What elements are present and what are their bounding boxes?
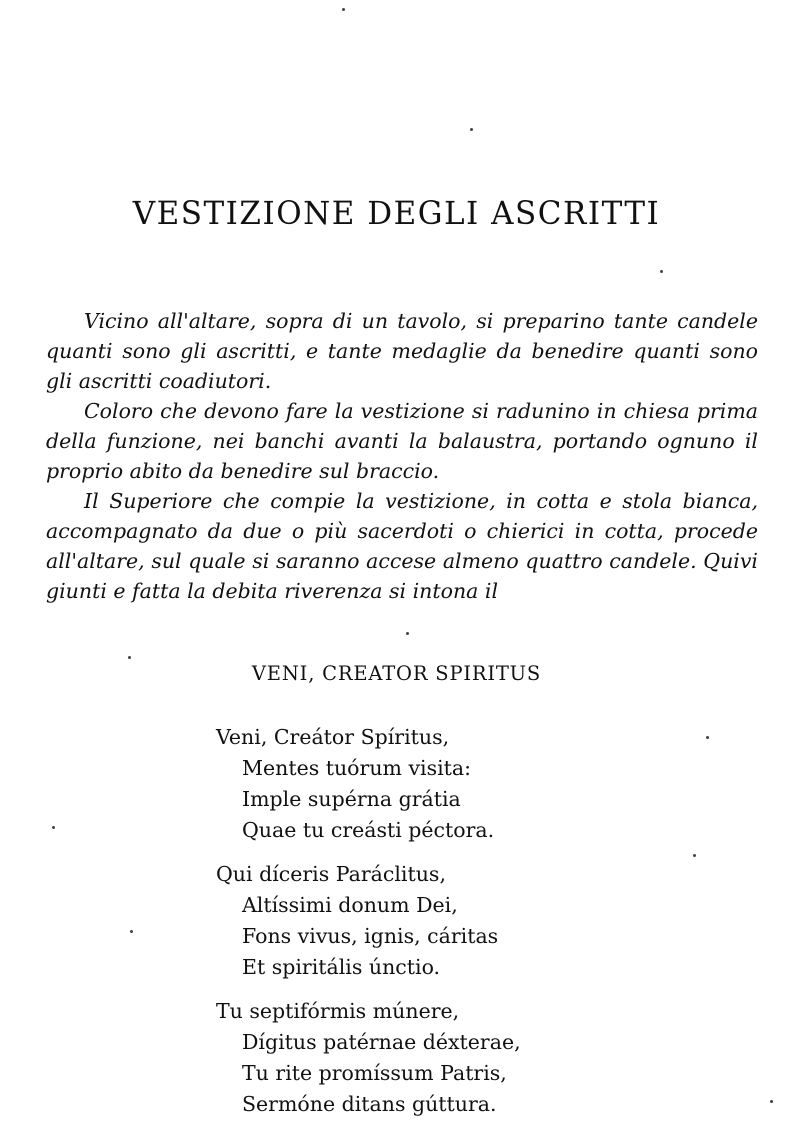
scan-speck (52, 826, 55, 829)
verse-line: Veni, Creátor Spíritus, (216, 725, 450, 749)
hymn-text (216, 722, 521, 1133)
hymn-stanza (216, 996, 521, 1120)
verse-line: Sermóne ditans gúttura. (242, 1092, 497, 1116)
hymn-stanza (216, 859, 521, 983)
verse-line: Tu rite promíssum Patris, (242, 1061, 507, 1085)
hymn-stanza (216, 722, 521, 846)
rubric-paragraph: Il Superiore che compie la vestizione, in cotta e stola bianca, accompagnato da due o più sacerdoti o chierici in cotta, procede all'altare, sul quale si saranno accese almeno quattro candele. Quivi giunti e fatta la debita riverenza si intona il (46, 489, 758, 603)
verse-line: Altíssimi donum Dei, (242, 893, 458, 917)
scan-speck (706, 736, 709, 739)
rubric-paragraph: Vicino all'altare, sopra di un tavolo, si preparino tante candele quanti sono gli ascritti, e tante medaglie da benedire quanti sono gli ascritti coadiutori. (46, 309, 758, 393)
verse-line: Mentes tuórum visita: (242, 756, 472, 780)
scan-speck (660, 270, 663, 273)
verse-line: Tu septifórmis múnere, (216, 999, 460, 1023)
scan-speck (693, 854, 696, 857)
verse-line: Qui díceris Paráclitus, (216, 862, 446, 886)
scan-speck (770, 1100, 773, 1103)
verse-line: Quae tu creásti péctora. (242, 818, 495, 842)
scan-speck (128, 656, 131, 659)
scan-speck (470, 128, 473, 131)
verse-line: Fons vivus, ignis, cáritas (242, 924, 499, 948)
scan-speck (130, 930, 133, 933)
rubric-instructions (46, 306, 758, 606)
scan-speck (406, 632, 409, 635)
scan-speck (342, 8, 345, 11)
page-title: VESTIZIONE DEGLI ASCRITTI (132, 195, 661, 233)
verse-line: Imple supérna grátia (242, 787, 461, 811)
hymn-title: VENI, CREATOR SPIRITUS (251, 662, 542, 685)
verse-line: Et spiritális únctio. (242, 955, 441, 979)
rubric-paragraph: Coloro che devono fare la vestizione si radunino in chiesa prima della funzione, nei banchi avanti la balaustra, portando ognuno il proprio abito da benedire sul braccio. (46, 399, 758, 483)
verse-line: Dígitus patérnae déxterae, (242, 1030, 521, 1054)
